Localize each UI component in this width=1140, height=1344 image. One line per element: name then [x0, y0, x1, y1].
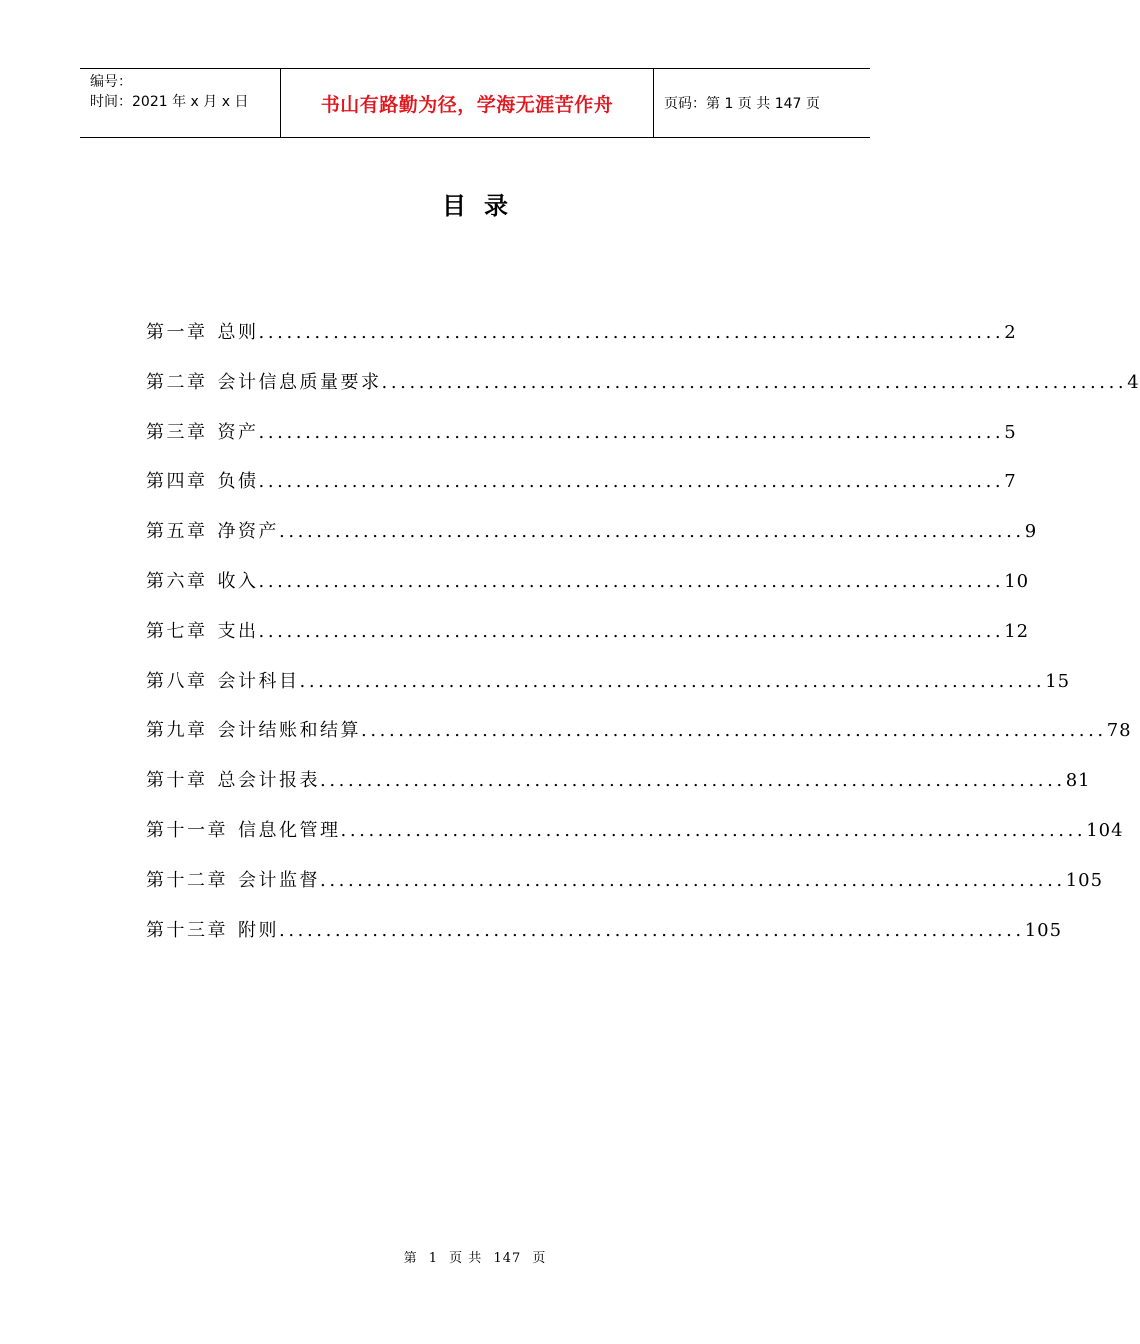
toc-chapter-number: 第十三章 — [146, 919, 228, 941]
toc-page-number: 12 — [1004, 620, 1030, 642]
footer-current-page: 1 — [428, 1251, 439, 1266]
document-number-label: 编号： — [90, 74, 132, 90]
toc-entry[interactable] — [146, 816, 1124, 866]
toc-chapter-name: 会计科目 — [217, 670, 300, 692]
toc-chapter-number: 第十一章 — [146, 819, 228, 841]
toc-chapter-name: 总会计报表 — [217, 770, 320, 792]
toc-page-number: 2 — [1004, 322, 1017, 343]
toc-leader-dots: ................................................................................ — [299, 670, 1046, 692]
toc-chapter-number: 第三章 — [146, 421, 208, 443]
toc-chapter-name: 会计结账和结算 — [217, 720, 361, 742]
toc-page-number: 9 — [1024, 521, 1038, 543]
toc-leader-dots: ................................................................................ — [258, 322, 1005, 343]
toc-chapter-name: 附则 — [238, 919, 279, 941]
toc-leader-dots: ................................................................................ — [340, 819, 1087, 841]
toc-entry[interactable] — [146, 517, 1038, 567]
toc-page-number: 78 — [1106, 720, 1132, 742]
toc-entry[interactable] — [146, 368, 1140, 418]
footer-middle: 页 共 — [449, 1251, 483, 1266]
toc-entry[interactable] — [146, 667, 1071, 717]
footer-prefix: 第 — [403, 1251, 418, 1266]
toc-entry[interactable] — [146, 418, 1017, 468]
toc-chapter-number: 第一章 — [146, 322, 208, 343]
table-of-contents — [146, 318, 1140, 965]
toc-chapter-number: 第二章 — [146, 371, 208, 393]
toc-entry[interactable] — [146, 567, 1030, 617]
toc-leader-dots: ................................................................................ — [258, 421, 1005, 443]
toc-chapter-name: 净资产 — [217, 521, 279, 543]
document-time-label: 时间：2021 年 x 月 x 日 — [90, 94, 249, 110]
toc-leader-dots: ................................................................................ — [258, 620, 1005, 642]
footer-total-pages: 147 — [493, 1251, 522, 1266]
toc-leader-dots: ................................................................................ — [279, 919, 1025, 941]
toc-page-number: 4 — [1127, 371, 1140, 393]
toc-chapter-name: 信息化管理 — [238, 819, 341, 841]
toc-page-number: 81 — [1065, 770, 1091, 792]
toc-page-number: 105 — [1065, 869, 1104, 891]
toc-leader-dots: ................................................................................ — [320, 770, 1066, 792]
toc-page-number: 10 — [1004, 570, 1030, 592]
toc-leader-dots: ................................................................................ — [361, 720, 1107, 742]
toc-title: 目录 — [442, 192, 526, 220]
header-meta — [80, 69, 281, 137]
toc-leader-dots: ................................................................................ — [279, 521, 1025, 543]
page-header — [80, 68, 870, 138]
toc-page-number: 5 — [1004, 421, 1017, 443]
toc-chapter-number: 第十二章 — [146, 869, 228, 891]
toc-entry[interactable] — [146, 716, 1132, 766]
toc-chapter-name: 负债 — [217, 471, 259, 493]
toc-entry[interactable] — [146, 766, 1091, 816]
toc-chapter-name: 会计信息质量要求 — [217, 371, 382, 393]
header-page-info: 页码：第 1 页 共 147 页 — [664, 96, 820, 112]
toc-chapter-number: 第十章 — [146, 770, 208, 792]
toc-chapter-name: 会计监督 — [238, 869, 320, 891]
footer-suffix: 页 — [532, 1251, 547, 1266]
toc-entry[interactable] — [146, 617, 1030, 667]
toc-chapter-name: 收入 — [217, 570, 259, 592]
toc-page-number: 104 — [1086, 819, 1124, 841]
toc-page-number: 15 — [1045, 670, 1071, 692]
toc-chapter-number: 第四章 — [146, 471, 208, 493]
toc-leader-dots: ................................................................................ — [320, 869, 1066, 891]
toc-leader-dots: ................................................................................ — [258, 570, 1005, 592]
page-footer — [0, 1247, 950, 1266]
toc-chapter-name: 资产 — [217, 421, 259, 443]
header-motto: 书山有路勤为径，学海无涯苦作舟 — [281, 69, 654, 137]
toc-chapter-number: 第七章 — [146, 620, 208, 642]
toc-chapter-number: 第八章 — [146, 670, 208, 692]
toc-entry[interactable] — [146, 916, 1063, 966]
toc-chapter-number: 第九章 — [146, 720, 208, 742]
toc-entry[interactable] — [146, 318, 1017, 368]
toc-leader-dots: ................................................................................ — [258, 471, 1005, 493]
toc-entry[interactable] — [146, 866, 1104, 916]
toc-page-number: 105 — [1024, 919, 1063, 941]
toc-chapter-name: 总则 — [217, 322, 259, 343]
toc-chapter-name: 支出 — [217, 620, 259, 642]
toc-leader-dots: ................................................................................ — [381, 371, 1128, 393]
toc-chapter-number: 第五章 — [146, 521, 208, 543]
toc-page-number: 7 — [1004, 471, 1017, 493]
toc-entry[interactable] — [146, 467, 1017, 517]
toc-chapter-number: 第六章 — [146, 570, 208, 592]
